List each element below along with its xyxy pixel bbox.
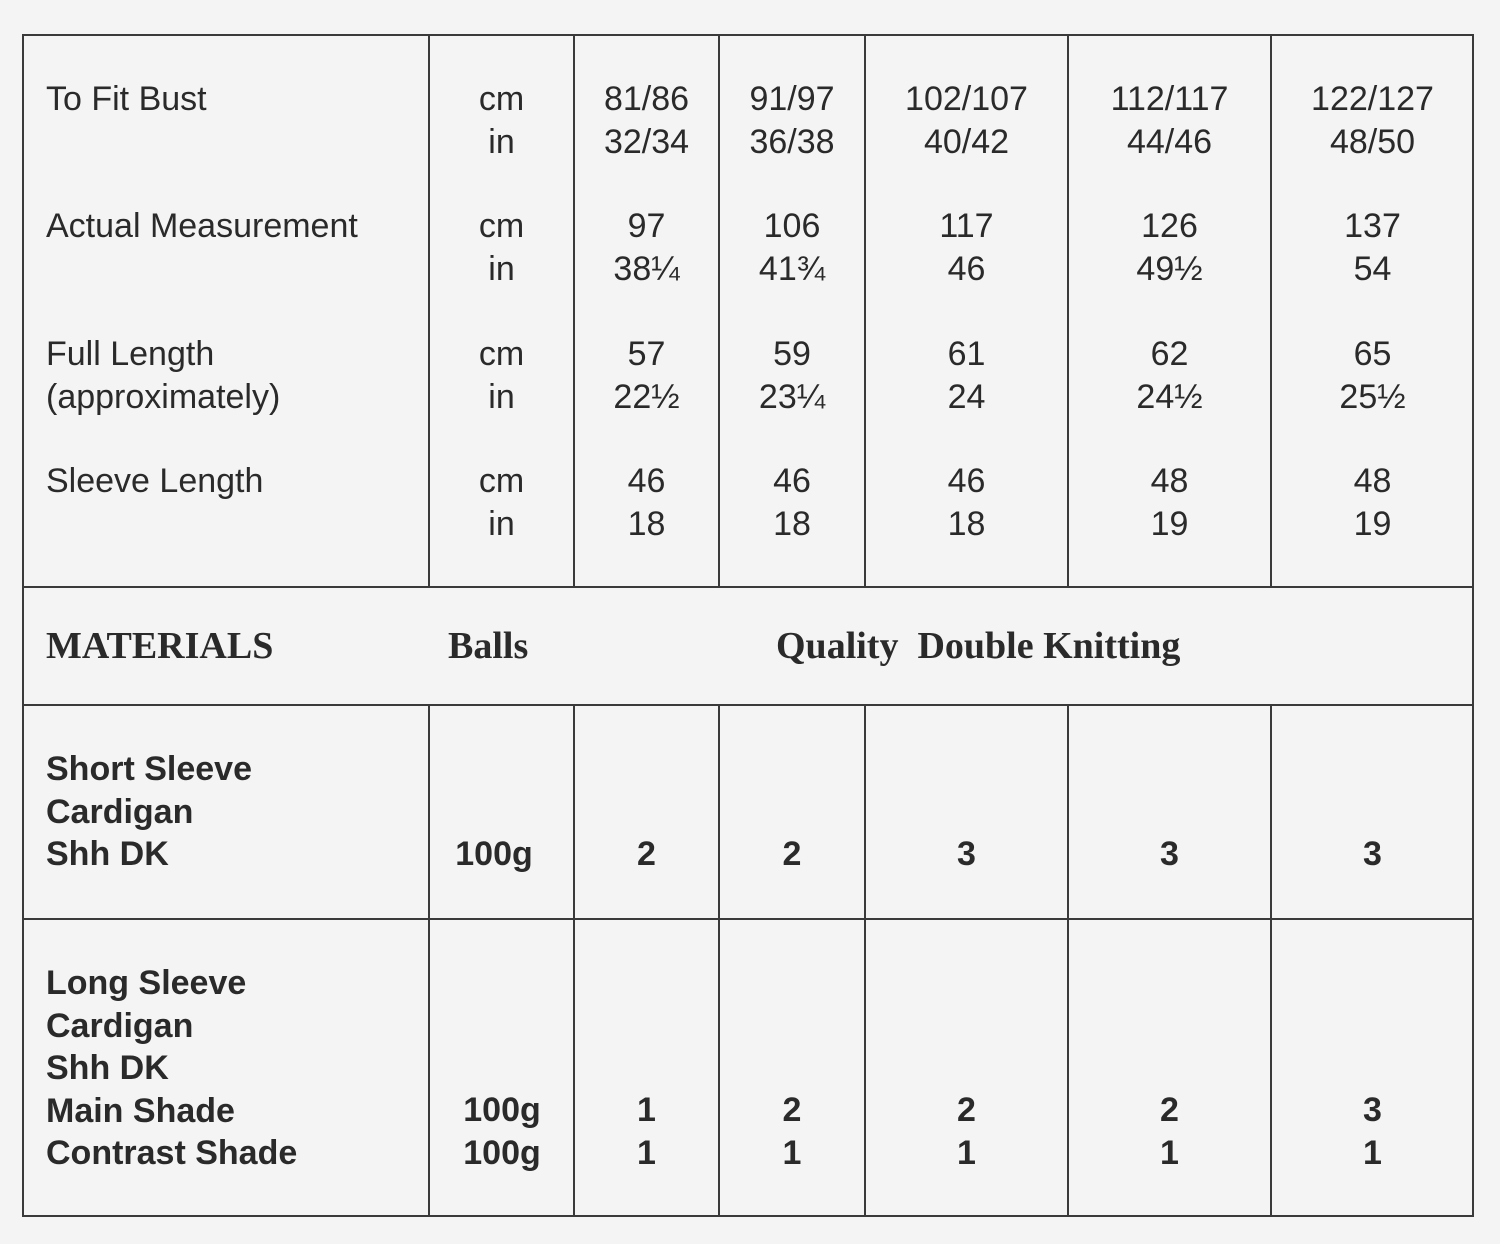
ball-count: 3 1 [1363,1091,1382,1172]
size-cell: 97 38¼ [613,207,680,288]
ball-count: 2 [782,835,802,873]
divider-measurements-materials [22,586,1474,588]
size-cell: 46 18 [773,462,811,543]
unit-cell: cm in [478,462,525,543]
ball-count: 2 [637,835,656,873]
unit-cell: cm in [478,207,525,288]
row-label-bust: To Fit Bust [46,80,207,118]
size-cell: 59 23¼ [758,335,826,416]
ball-count: 2 1 [782,1091,802,1172]
unit-cell: cm in [478,335,525,416]
ball-count: 3 [957,835,976,873]
row-label-sleeve-length: Sleeve Length [46,462,264,500]
size-cell: 112/117 44/46 [1110,80,1229,161]
size-cell: 102/107 40/42 [905,80,1028,161]
ball-count: 1 1 [637,1091,656,1172]
long-sleeve-weights: 100g 100g [463,1091,541,1172]
size-cell: 91/97 36/38 [749,80,835,161]
size-cell: 81/86 32/34 [603,80,690,161]
size-cell: 48 19 [1150,462,1189,543]
size-cell: 126 49½ [1136,207,1203,288]
size-cell: 61 24 [947,335,986,416]
size-cell: 137 54 [1344,207,1401,288]
ball-count: 3 [1363,835,1382,873]
divider-materials-header [22,704,1474,706]
materials-title: MATERIALS [46,625,274,667]
size-cell: 65 25½ [1339,335,1406,416]
ball-count: 2 1 [1160,1091,1179,1172]
size-cell: 46 18 [947,462,986,543]
long-sleeve-name: Long Sleeve Cardigan Shh DK Main Shade Contrast Shade [46,964,298,1172]
ball-count: 3 [1160,835,1179,873]
quality-header: Quality Double Knitting [776,625,1181,667]
size-cell: 117 46 [939,207,994,288]
size-cell: 46 18 [627,462,666,543]
balls-header: Balls [448,625,529,667]
ball-count: 2 1 [957,1091,976,1172]
size-cell: 57 22½ [613,335,680,416]
divider-short-long [22,918,1474,920]
size-cell: 62 24½ [1136,335,1203,416]
short-sleeve-weight: 100g [455,835,533,873]
size-cell: 106 41¾ [758,207,826,288]
short-sleeve-name: Short Sleeve Cardigan Shh DK [46,750,252,873]
column-divider [428,704,430,1217]
row-label-full-length: Full Length (approximately) [46,335,281,416]
unit-cell: cm in [478,80,525,161]
row-label-actual: Actual Measurement [46,207,358,245]
size-cell: 48 19 [1353,462,1392,543]
size-cell: 122/127 48/50 [1311,80,1434,161]
